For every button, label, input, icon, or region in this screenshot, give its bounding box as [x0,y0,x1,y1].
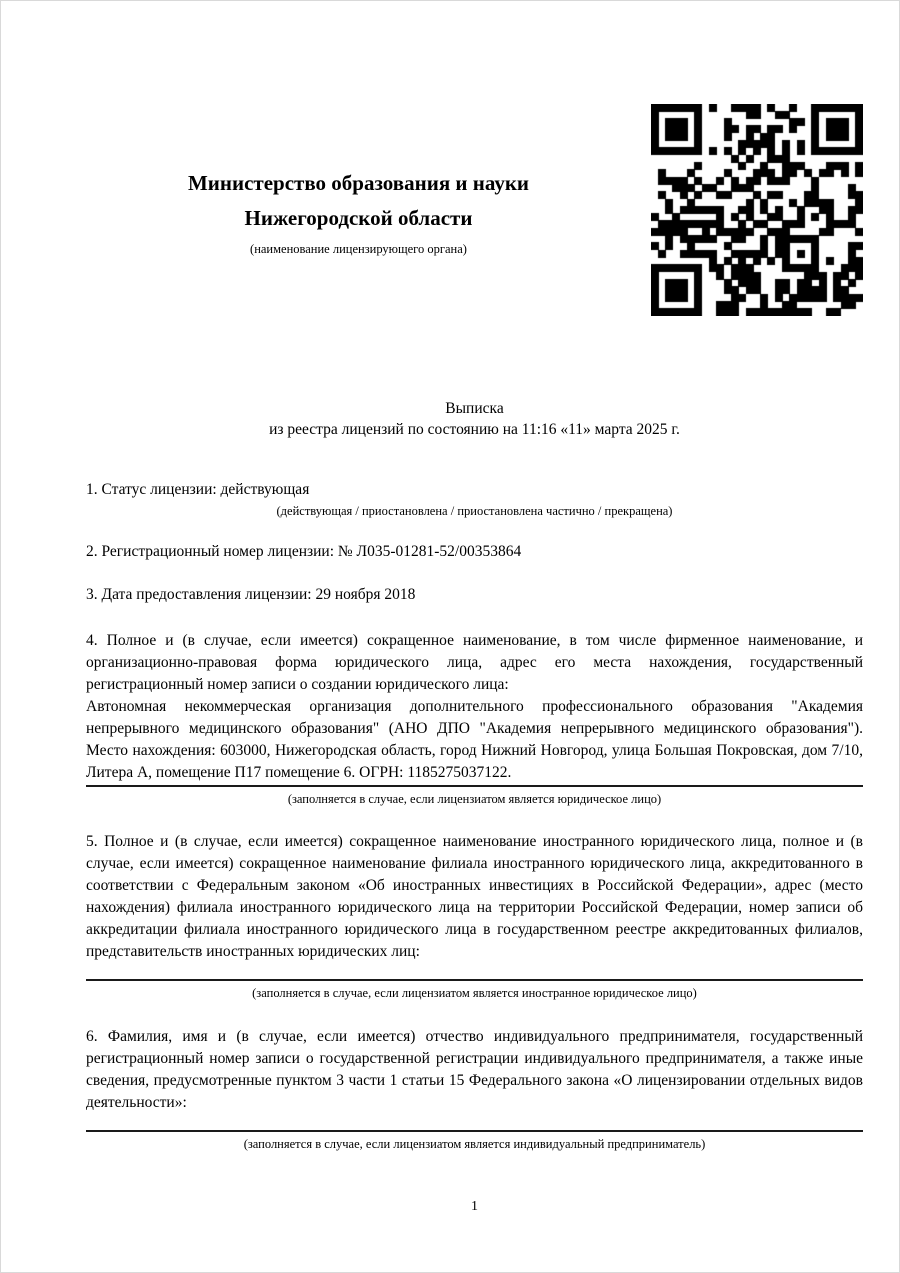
license-status-options-note: (действующая / приостановлена / приостановлена частично / прекращена) [276,504,673,518]
section-registration-number [86,541,863,563]
entrepreneur-label: 6. Фамилия, имя и (в случае, если имеется) отчество индивидуального предпринимателя, государственный регистрационный номер записи о государственной регистрации индивидуального предпринимателя, а также иные сведения, предусмотренные пунктом 3 части 1 статьи 15 Федерального закона «О лицензировании отдельных видов деятельности»: [86,1028,863,1111]
document-title-line2: из реестра лицензий по состоянию на 11:16 «11» марта 2025 г. [269,421,680,438]
entrepreneur-fill-note: (заполняется в случае, если лицензиатом является индивидуальный предприниматель) [243,1137,706,1151]
registration-number-text: 2. Регистрационный номер лицензии: № Л035-01281-52/00353864 [86,543,522,560]
entrepreneur-underline [86,1130,863,1132]
section-license-date [86,584,863,606]
qr-code [651,104,863,316]
section-legal-entity [86,630,863,808]
foreign-entity-underline [86,979,863,981]
section-license-status [86,479,863,520]
authority-name-line2: Нижегородской области [244,206,473,230]
license-extract-page [1,1,900,1272]
authority-caption: (наименование лицензирующего органа) [250,242,467,256]
legal-entity-label: 4. Полное и (в случае, если имеется) сокращенное наименование, в том числе фирменное наименование, и организационно-правовая форма юридического лица, адрес его места нахождения, государственный регистрационный номер записи о создании юридического лица: [86,632,863,693]
foreign-entity-fill-note: (заполняется в случае, если лицензиатом является иностранное юридическое лицо) [252,986,697,1000]
document-title [86,398,863,440]
legal-entity-value: Автономная некоммерческая организация дополнительного профессионального образования "Академия непрерывного медицинского образования" (АНО ДПО "Академия непрерывного медицинского образования"). Место нахождения: 603000, Нижегородская область, город Нижний Новгород, улица Большая Покровская, дом 7/10, Литера А, помещение П17 помещение 6. ОГРН: 1185275037122. [86,698,863,781]
authority-name-line1: Министерство образования и науки [187,171,530,195]
authority-name [86,166,631,236]
document-header [86,104,863,316]
document-title-line1: Выписка [445,400,504,417]
license-date-text: 3. Дата предоставления лицензии: 29 ноября 2018 [86,586,416,603]
licensing-authority-block [86,104,631,257]
legal-entity-fill-note: (заполняется в случае, если лицензиатом является юридическое лицо) [287,792,662,806]
section-foreign-entity [86,831,863,1002]
page-number: 1 [471,1199,478,1214]
foreign-entity-label: 5. Полное и (в случае, если имеется) сокращенное наименование иностранного юридического лица, полное и (в случае, если имеется) сокращенное наименование филиала иностранного юридического лица, аккредитованного в соответствии с Федеральным законом «Об иностранных инвестициях в Российской Федерации», адрес (место нахождения) филиала иностранного юридического лица на территории Российской Федерации, номер записи об аккредитации филиала иностранного юридического лица в государственном реестре аккредитованных филиалов, представительств иностранных юридических лиц: [86,833,863,960]
legal-entity-underline [86,785,863,787]
license-status-text: 1. Статус лицензии: действующая [86,481,310,498]
section-entrepreneur [86,1026,863,1153]
